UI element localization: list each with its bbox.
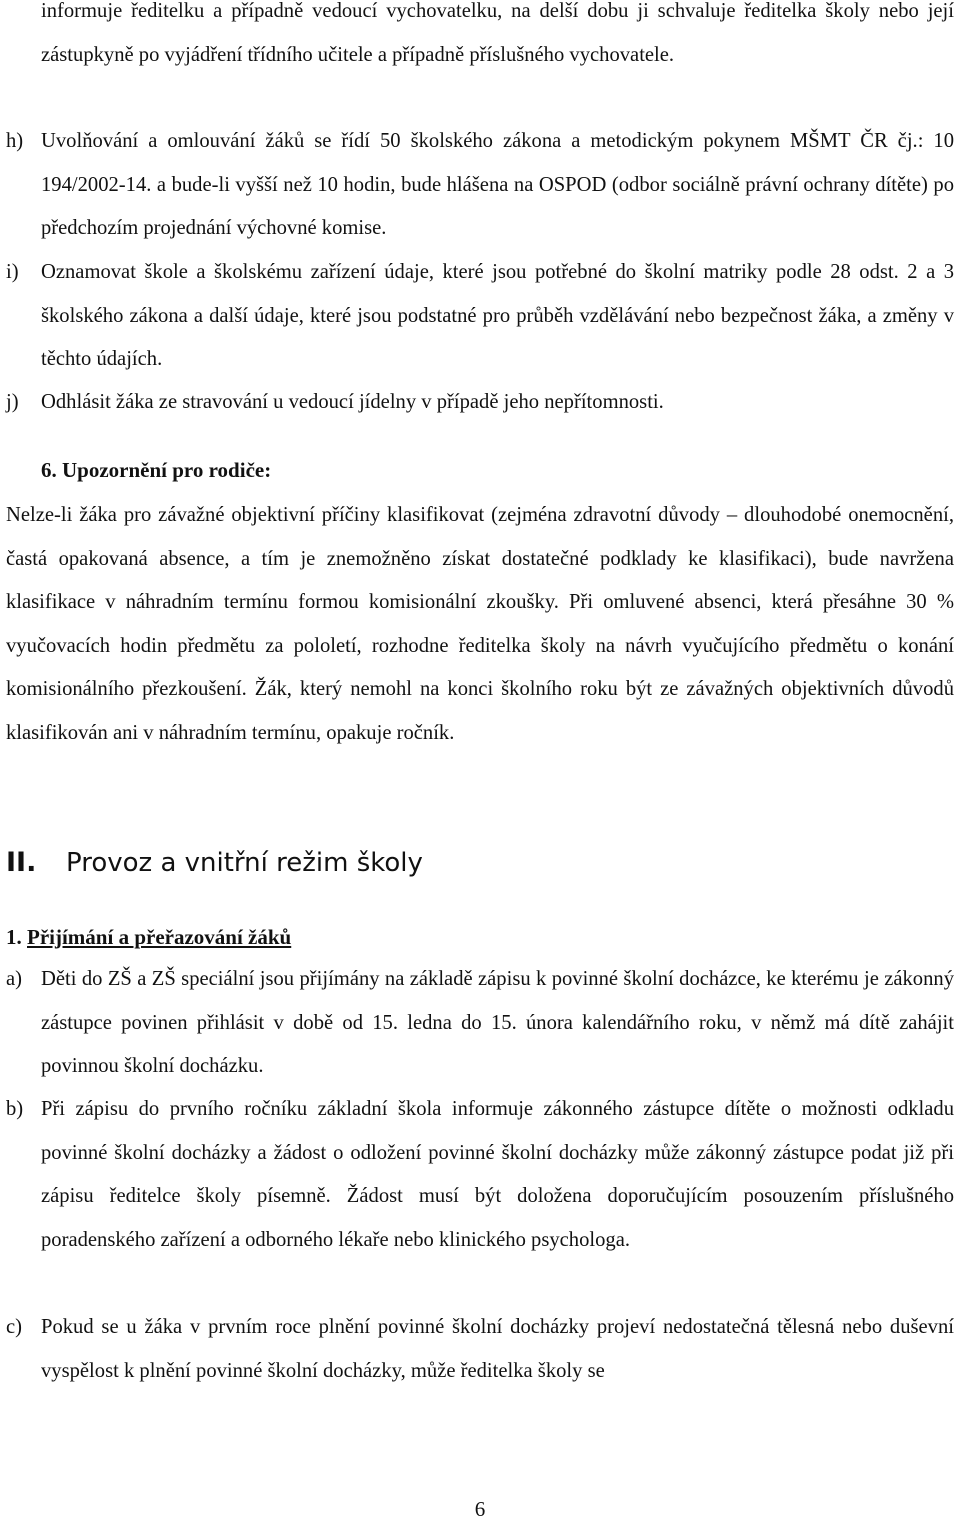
list-item-text: Pokud se u žáka v prvním roce plnění povinné školní docházky projeví nedostatečná tělesná nebo duševní vyspělost k plnění povinné školní docházky, může ředitelka školy se	[41, 1316, 954, 1382]
heading-number: 6.	[41, 458, 57, 482]
paragraph-notice: Nelze-li žáka pro závažné objektivní příčiny klasifikovat (zejména zdravotní důvody – dlouhodobé onemocnění, častá opakovaná absence, a tím je znemožněno získat dostatečné podklady ke klasifikaci), bude navržena klasifikace v náhradním termínu formou komisionální zkoušky. Při omluvené absenci, která přesáhne 30 % vyučovacích hodin předmětu za pololetí, rozhodne ředitelka školy na návrh vyučujícího předmětu o konání komisionálního přezkoušení. Žák, který nemohl na konci školního roku být ze závažných objektivních důvodů klasifikován ani v náhradním termínu, opakuje ročník.	[6, 504, 954, 744]
list-item-continuation	[6, 0, 954, 77]
list-item-h	[6, 120, 954, 251]
list-item-a	[6, 958, 954, 1089]
list-marker: h)	[6, 130, 24, 152]
subsection-title: Přijímání a přeřazování žáků	[27, 925, 292, 949]
page-number: 6	[474, 1497, 486, 1521]
list-item-text: Při zápisu do prvního ročníku základní škola informuje zákonného zástupce dítěte o možnosti odkladu povinné školní docházky a žádost o odložení povinné školní docházky může zákonný zástupce podat již při zápisu ředitelce školy písemně. Žádost musí být doložena doporučujícím posouzením příslušného poradenského zařízení a odborného lékaře nebo klinického psychologa.	[41, 1098, 954, 1251]
heading-title: Upozornění pro rodiče:	[62, 458, 272, 482]
list-marker: a)	[6, 968, 22, 990]
section-heading-6	[41, 455, 271, 485]
list-marker: c)	[6, 1316, 22, 1338]
list-item-i	[6, 251, 954, 382]
list-item-text: Uvolňování a omlouvání žáků se řídí 50 školského zákona a metodickým pokynem MŠMT ČR čj.: 10 194/2002-14. a bude-li vyšší než 10 hodin, bude hlášena na OSPOD (odbor sociálně právní ochrany dítěte) po předchozím projednání výchovné komise.	[41, 130, 954, 239]
section-title-II	[6, 843, 423, 883]
list-item-text: Odhlásit žáka ze stravování u vedoucí jídelny v případě jeho nepřítomnosti.	[41, 391, 664, 413]
list-marker: j)	[6, 391, 19, 413]
list-item-text: Oznamovat škole a školskému zařízení údaje, které jsou potřebné do školní matriky podle 28 odst. 2 a 3 školského zákona a další údaje, které jsou podstatné pro průběh vzdělávání nebo bezpečnost žáka, a změny v těchto údajích.	[41, 261, 954, 370]
section-title-text: Provoz a vnitřní režim školy	[66, 848, 423, 878]
list-marker: b)	[6, 1098, 24, 1120]
subsection-heading-1	[6, 922, 291, 952]
section-number: II.	[6, 847, 37, 878]
list-item-text: informuje ředitelku a případně vedoucí vychovatelku, na delší dobu ji schvaluje ředitelka školy nebo její zástupkyně po vyjádření třídního učitele a případně příslušného vychovatele.	[41, 0, 954, 66]
list-marker: i)	[6, 261, 19, 283]
list-item-text: Děti do ZŠ a ZŠ speciální jsou přijímány na základě zápisu k povinné školní docházce, ke kterému je zákonný zástupce povinen přihlásit v době od 15. ledna do 15. února kalendářního roku, v němž má dítě zahájit povinnou školní docházku.	[41, 968, 954, 1077]
list-item-j	[6, 381, 954, 425]
subsection-number: 1.	[6, 925, 22, 949]
list-item-b	[6, 1088, 954, 1262]
list-item-c	[6, 1306, 954, 1393]
